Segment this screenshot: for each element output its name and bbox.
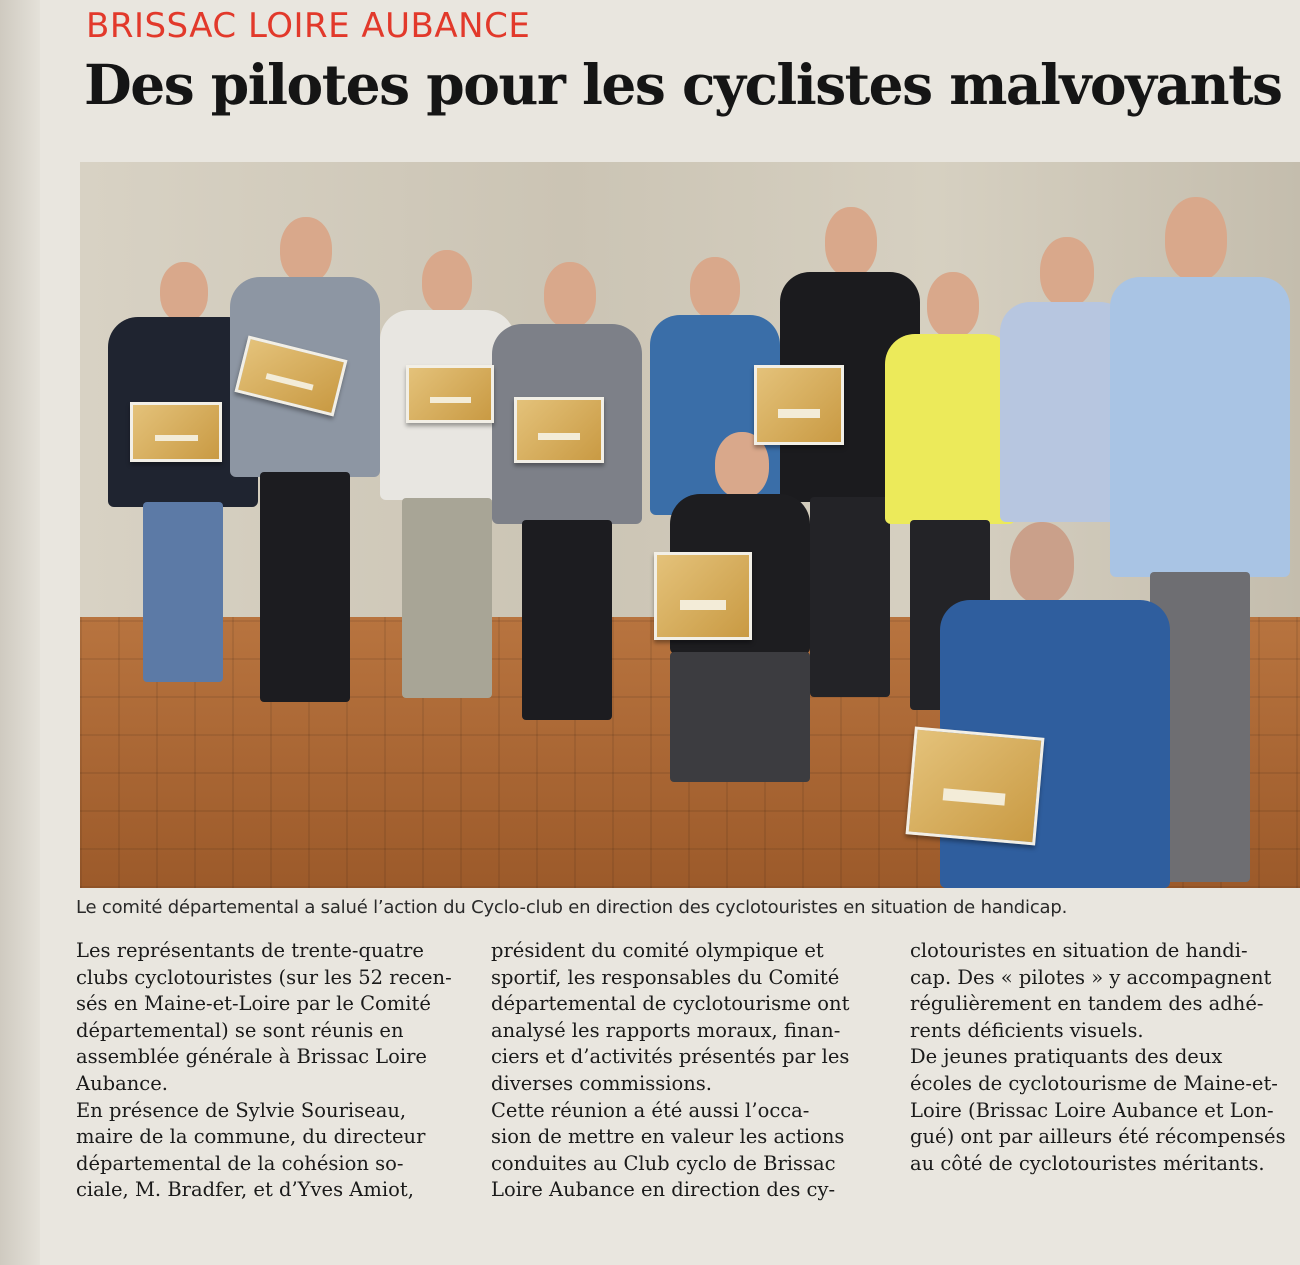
photo-caption: Le comité départemental a salué l’action du Cyclo-club en direction des cyclotouristes en situation de handicap. xyxy=(76,897,1068,918)
article-kicker: BRISSAC LOIRE AUBANCE xyxy=(86,6,531,46)
body-line: au côté de cyclotouristes méritants. xyxy=(910,1151,1265,1175)
body-line: départemental) se sont réunis en xyxy=(76,1018,404,1042)
body-line: Loire Aubance en direction des cy- xyxy=(491,1178,836,1202)
award-plaque xyxy=(754,365,844,445)
body-line: ciers et d’activités présentés par les xyxy=(491,1045,850,1069)
body-line: maire de la commune, du directeur xyxy=(76,1125,426,1149)
article-body xyxy=(76,938,1300,1238)
paper-edge xyxy=(0,0,40,1265)
award-plaque xyxy=(130,402,222,462)
body-line: sés en Maine-et-Loire par le Comité xyxy=(76,992,431,1016)
award-plaque xyxy=(906,727,1045,846)
body-line: ciale, M. Bradfer, et d’Yves Amiot, xyxy=(76,1178,414,1202)
body-line: cap. Des « pilotes » y accompagnent xyxy=(910,965,1272,989)
body-line: Aubance. xyxy=(76,1071,168,1095)
body-line: analysé les rapports moraux, finan- xyxy=(491,1018,841,1042)
body-line: clotouristes en situation de handi- xyxy=(910,939,1248,962)
body-line: sion de mettre en valeur les actions xyxy=(491,1125,845,1149)
body-line: En présence de Sylvie Souriseau, xyxy=(76,1098,407,1122)
body-line: clubs cyclotouristes (sur les 52 recen- xyxy=(76,965,452,989)
person-4 xyxy=(492,262,642,742)
body-line: président du comité olympique et xyxy=(491,939,824,962)
body-line: Loire (Brissac Loire Aubance et Lon- xyxy=(910,1098,1274,1122)
body-line: Cette réunion a été aussi l’occa- xyxy=(491,1098,810,1122)
group-photo xyxy=(80,162,1300,888)
article-column-2 xyxy=(491,938,887,1204)
award-plaque xyxy=(406,365,494,423)
body-line: conduites au Club cyclo de Brissac xyxy=(491,1151,836,1175)
body-line: départemental de la cohésion so- xyxy=(76,1151,404,1175)
body-line: écoles de cyclotourisme de Maine-et- xyxy=(910,1071,1278,1095)
body-line: De jeunes pratiquants des deux xyxy=(910,1045,1223,1069)
award-plaque xyxy=(654,552,752,640)
body-line: départemental de cyclotourisme ont xyxy=(491,992,850,1016)
body-line: diverses commissions. xyxy=(491,1071,712,1095)
article-column-1 xyxy=(76,938,472,1204)
body-line: sportif, les responsables du Comité xyxy=(491,965,840,989)
body-line: régulièrement en tandem des adhé- xyxy=(910,992,1264,1016)
body-line: rents déficients visuels. xyxy=(910,1018,1144,1042)
person-2 xyxy=(230,217,380,717)
body-line: Les représentants de trente-quatre xyxy=(76,939,424,962)
award-plaque xyxy=(514,397,604,463)
article-column-3 xyxy=(910,938,1300,1177)
body-line: assemblée générale à Brissac Loire xyxy=(76,1045,427,1069)
article-headline: Des pilotes pour les cyclistes malvoyants xyxy=(84,52,1282,117)
body-line: gué) ont par ailleurs été récompensés xyxy=(910,1125,1286,1149)
